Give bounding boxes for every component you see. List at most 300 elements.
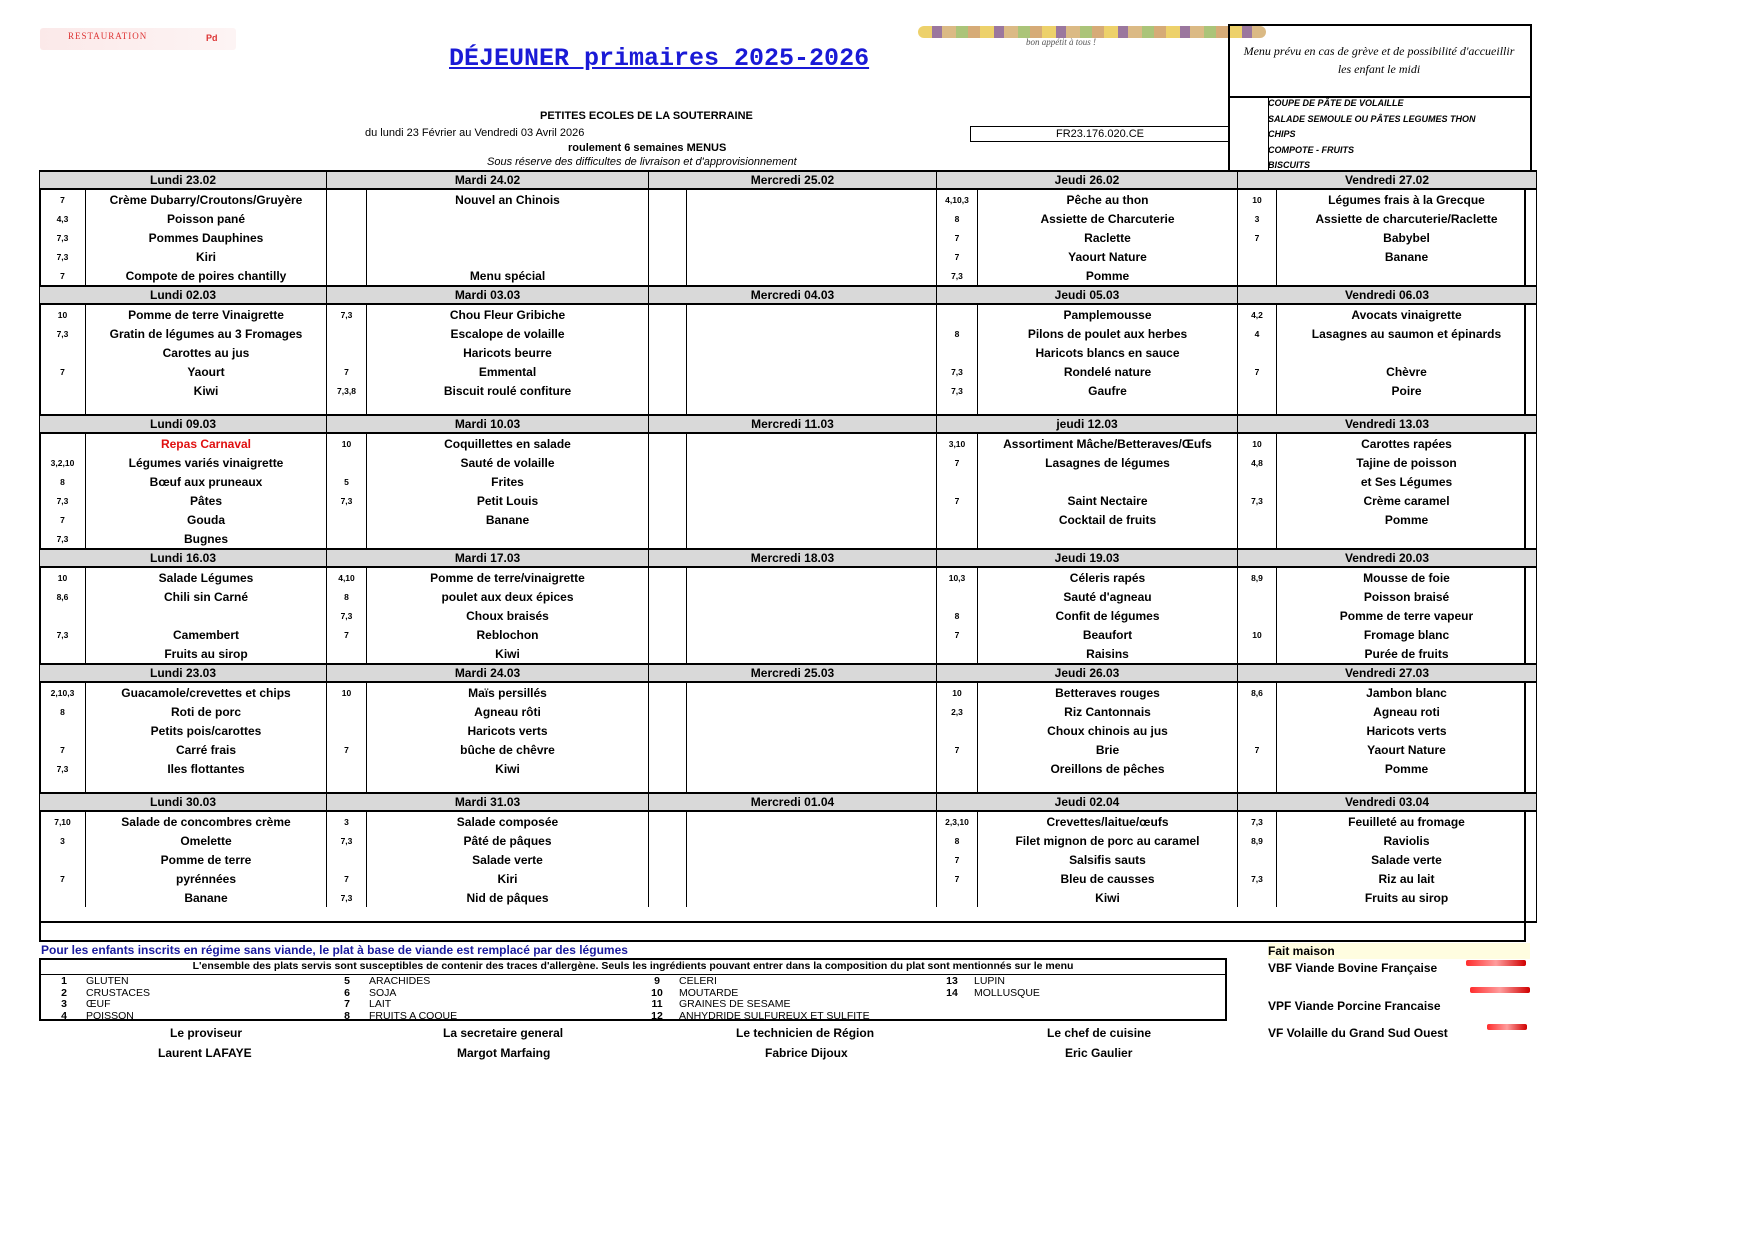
week-header-row <box>40 286 1537 304</box>
dish-name <box>367 400 649 415</box>
dish-name <box>687 529 937 549</box>
allergen-code <box>327 529 367 549</box>
allergen-code: 7,3 <box>40 529 86 549</box>
menu-row <box>40 625 1537 644</box>
menu-row <box>40 778 1537 793</box>
page-title: DÉJEUNER primaires 2025-2026 <box>449 44 870 73</box>
dish-name: Iles flottantes <box>86 759 327 778</box>
allergen-label: MOUTARDE <box>679 986 739 999</box>
menu-period: du lundi 23 Février au Vendredi 03 Avril 2026 <box>365 127 585 139</box>
dish-name: Salade verte <box>1277 850 1537 869</box>
menu-row <box>40 740 1537 759</box>
allergen-code <box>649 740 687 759</box>
dish-name: Légumes variés vinaigrette <box>86 453 327 472</box>
dish-name: Chili sin Carné <box>86 587 327 606</box>
allergen-code: 8 <box>327 587 367 606</box>
allergen-code <box>1238 778 1277 793</box>
dish-name: Salade de concombres crème <box>86 811 327 831</box>
menu-row <box>40 888 1537 907</box>
allergen-code <box>649 606 687 625</box>
dish-name <box>687 343 937 362</box>
day-header: Lundi 09.03 <box>40 415 327 433</box>
empty-cell <box>1238 907 1277 922</box>
dish-name: Reblochon <box>367 625 649 644</box>
day-header: Vendredi 03.04 <box>1238 793 1537 811</box>
dish-name: Frites <box>367 472 649 491</box>
dish-name: Haricots verts <box>367 721 649 740</box>
dish-name: Sauté d'agneau <box>978 587 1238 606</box>
dish-name <box>86 400 327 415</box>
allergen-code <box>327 400 367 415</box>
allergen-code: 4 <box>1238 324 1277 343</box>
dish-name <box>687 510 937 529</box>
dish-name: Fromage blanc <box>1277 625 1537 644</box>
allergen-code <box>649 778 687 793</box>
menu-row <box>40 682 1537 702</box>
dish-name: Salade verte <box>367 850 649 869</box>
dish-name: Salsifis sauts <box>978 850 1238 869</box>
dish-name: Babybel <box>1277 228 1537 247</box>
allergen-code <box>649 888 687 907</box>
dish-name <box>687 811 937 831</box>
dish-name <box>1277 343 1537 362</box>
menu-cycle: roulement 6 semaines MENUS <box>568 142 727 154</box>
day-header: Vendredi 13.03 <box>1238 415 1537 433</box>
dish-name <box>687 682 937 702</box>
food-banner-image <box>918 26 1266 48</box>
menu-row <box>40 491 1537 510</box>
allergen-code: 8 <box>40 702 86 721</box>
day-header: Mercredi 01.04 <box>649 793 937 811</box>
day-header: Mercredi 25.03 <box>649 664 937 682</box>
allergen-code: 3,2,10 <box>40 453 86 472</box>
allergen-code <box>649 472 687 491</box>
dish-name: Avocats vinaigrette <box>1277 304 1537 324</box>
allergen-code <box>649 850 687 869</box>
dish-name: Brie <box>978 740 1238 759</box>
dish-name: Kiwi <box>367 759 649 778</box>
dish-name: Pêche au thon <box>978 189 1238 209</box>
dish-name <box>687 189 937 209</box>
dish-name: Céleris rapés <box>978 567 1238 587</box>
allergen-code: 7 <box>937 869 978 888</box>
allergen-code <box>40 433 86 453</box>
allergen-code: 7 <box>1238 362 1277 381</box>
allergen-number: 1 <box>61 975 67 987</box>
allergen-code: 7 <box>327 869 367 888</box>
allergen-code <box>937 343 978 362</box>
dish-name: Oreillons de pêches <box>978 759 1238 778</box>
fait-maison-label: Fait maison <box>1268 943 1530 959</box>
allergen-code <box>649 362 687 381</box>
menu-row <box>40 869 1537 888</box>
allergen-code: 10 <box>327 682 367 702</box>
allergen-code <box>649 625 687 644</box>
allergen-code <box>40 888 86 907</box>
allergen-code <box>937 888 978 907</box>
allergen-code <box>649 702 687 721</box>
menu-row <box>40 702 1537 721</box>
allergen-code <box>327 759 367 778</box>
day-header: Vendredi 06.03 <box>1238 286 1537 304</box>
allergen-code: 7,3,8 <box>327 381 367 400</box>
allergen-code: 7,3 <box>40 228 86 247</box>
dish-name: Petits pois/carottes <box>86 721 327 740</box>
allergen-number: 11 <box>651 998 663 1010</box>
allergen-code <box>937 304 978 324</box>
allergen-code <box>1238 721 1277 740</box>
dish-name <box>978 778 1238 793</box>
allergen-code <box>649 247 687 266</box>
menu-row <box>40 228 1537 247</box>
table-end-row <box>40 907 1537 922</box>
allergen-code <box>649 721 687 740</box>
strike-menu-item: COMPOTE - FRUITS <box>1268 144 1354 155</box>
allergen-item <box>52 976 129 988</box>
allergen-note: L'ensemble des plats servis sont susceptibles de contenir des traces d'allergène. Seuls les ingrédients pouvant entrer dans la composition du plat sont mentionnés sur le menu <box>41 958 1225 975</box>
dish-name <box>1277 778 1537 793</box>
day-header: Vendredi 27.03 <box>1238 664 1537 682</box>
vbf-logo <box>1466 960 1526 966</box>
dish-name: Compote de poires chantilly <box>86 266 327 286</box>
dish-name: Maïs persillés <box>367 682 649 702</box>
allergen-code <box>1238 759 1277 778</box>
day-header: Mercredi 04.03 <box>649 286 937 304</box>
allergen-code: 10 <box>937 682 978 702</box>
allergen-code: 7,3 <box>1238 869 1277 888</box>
allergen-code <box>1238 266 1277 286</box>
day-header: Lundi 16.03 <box>40 549 327 567</box>
menu-row <box>40 644 1537 664</box>
allergen-item <box>52 999 111 1011</box>
allergen-item <box>940 988 1040 1000</box>
allergen-number: 3 <box>61 998 67 1010</box>
signature-role-proviseur: Le proviseur <box>170 1026 243 1040</box>
allergen-number: 2 <box>61 986 67 999</box>
allergen-code <box>649 433 687 453</box>
dish-name: Yaourt Nature <box>1277 740 1537 759</box>
dish-name <box>978 400 1238 415</box>
dish-name: Biscuit roulé confiture <box>367 381 649 400</box>
dish-name: Betteraves rouges <box>978 682 1238 702</box>
allergen-code: 8 <box>937 606 978 625</box>
dish-name <box>687 759 937 778</box>
dish-name: Feuilleté au fromage <box>1277 811 1537 831</box>
dish-name: Yaourt Nature <box>978 247 1238 266</box>
allergen-code <box>649 510 687 529</box>
day-header: Jeudi 05.03 <box>937 286 1238 304</box>
week-header-row <box>40 171 1537 189</box>
dish-name: Poire <box>1277 381 1537 400</box>
allergen-number: 12 <box>651 1009 663 1022</box>
allergen-code <box>40 644 86 664</box>
allergen-code: 7 <box>937 850 978 869</box>
allergen-number: 7 <box>344 998 350 1010</box>
signature-role-chef: Le chef de cuisine <box>1047 1026 1152 1040</box>
allergen-code <box>649 304 687 324</box>
allergen-code <box>40 778 86 793</box>
allergen-code <box>40 381 86 400</box>
menu-row <box>40 381 1537 400</box>
dish-name: Bœuf aux pruneaux <box>86 472 327 491</box>
week-header-row <box>40 664 1537 682</box>
day-header: Lundi 02.03 <box>40 286 327 304</box>
no-meat-note: Pour les enfants inscrits en régime sans viande, le plat à base de viande est remplacé par des légumes <box>41 943 628 957</box>
allergen-code <box>40 400 86 415</box>
dish-name: Pomme <box>1277 510 1537 529</box>
allergen-code: 7 <box>327 362 367 381</box>
empty-cell <box>367 907 649 922</box>
allergen-code <box>649 381 687 400</box>
dish-name <box>367 247 649 266</box>
dish-name: Sauté de volaille <box>367 453 649 472</box>
allergen-code: 8 <box>40 472 86 491</box>
dish-name <box>687 209 937 228</box>
day-header: Mardi 10.03 <box>327 415 649 433</box>
strike-menu-item: BISCUITS <box>1268 160 1311 170</box>
dish-name: Jambon blanc <box>1277 682 1537 702</box>
allergen-code <box>649 869 687 888</box>
dish-name: Mousse de foie <box>1277 567 1537 587</box>
allergen-code: 7 <box>937 625 978 644</box>
allergen-code <box>937 472 978 491</box>
dish-name: Bleu de causses <box>978 869 1238 888</box>
allergen-code: 7 <box>40 869 86 888</box>
menu-row <box>40 304 1537 324</box>
dish-name <box>687 433 937 453</box>
allergen-code <box>1238 510 1277 529</box>
menu-row <box>40 189 1537 209</box>
dish-name: Camembert <box>86 625 327 644</box>
day-header: Jeudi 19.03 <box>937 549 1238 567</box>
dish-name: Nid de pâques <box>367 888 649 907</box>
dish-name: Crème caramel <box>1277 491 1537 510</box>
allergen-code: 7 <box>40 510 86 529</box>
allergen-code <box>937 721 978 740</box>
allergen-code <box>327 721 367 740</box>
signature-name-secretaire: Margot Marfaing <box>457 1046 551 1060</box>
allergen-code <box>649 759 687 778</box>
allergen-label: LAIT <box>369 998 392 1010</box>
allergen-code: 10 <box>1238 625 1277 644</box>
allergen-code <box>649 343 687 362</box>
allergen-code <box>649 266 687 286</box>
dish-name: Nouvel an Chinois <box>367 189 649 209</box>
allergen-code <box>1238 529 1277 549</box>
menu-row <box>40 587 1537 606</box>
allergen-code: 7 <box>937 491 978 510</box>
dish-name: Lasagnes au saumon et épinards <box>1277 324 1537 343</box>
allergen-number: 14 <box>946 986 958 999</box>
dish-name <box>687 491 937 510</box>
signature-name-proviseur: Laurent LAFAYE <box>158 1046 252 1060</box>
allergen-code: 8,9 <box>1238 831 1277 850</box>
dish-name <box>86 778 327 793</box>
allergen-code: 10,3 <box>937 567 978 587</box>
dish-name: Filet mignon de porc au caramel <box>978 831 1238 850</box>
dish-name <box>978 472 1238 491</box>
dish-name: Raclette <box>978 228 1238 247</box>
allergen-code: 7,3 <box>40 247 86 266</box>
dish-name <box>687 400 937 415</box>
day-header: Vendredi 20.03 <box>1238 549 1537 567</box>
allergen-code: 7 <box>40 362 86 381</box>
dish-name: Rondelé nature <box>978 362 1238 381</box>
dish-name: Kiri <box>367 869 649 888</box>
dish-name: Chou Fleur Gribiche <box>367 304 649 324</box>
day-header: Mercredi 11.03 <box>649 415 937 433</box>
empty-cell <box>1277 907 1537 922</box>
allergen-code: 7,3 <box>327 606 367 625</box>
dish-name: Cocktail de fruits <box>978 510 1238 529</box>
allergen-code: 2,3 <box>937 702 978 721</box>
dish-name: Saint Nectaire <box>978 491 1238 510</box>
dish-name: Guacamole/crevettes et chips <box>86 682 327 702</box>
allergen-code <box>649 811 687 831</box>
menu-row <box>40 400 1537 415</box>
dish-name <box>978 529 1238 549</box>
dish-name <box>687 831 937 850</box>
allergen-code: 10 <box>40 304 86 324</box>
dish-name: Haricots blancs en sauce <box>978 343 1238 362</box>
allergen-label: CRUSTACES <box>86 986 150 999</box>
menu-row <box>40 510 1537 529</box>
dish-name: Légumes frais à la Grecque <box>1277 189 1537 209</box>
day-header: Mardi 24.03 <box>327 664 649 682</box>
allergen-code: 10 <box>1238 433 1277 453</box>
allergen-code: 7,3 <box>327 304 367 324</box>
week-header-row <box>40 793 1537 811</box>
allergen-code: 8,6 <box>1238 682 1277 702</box>
allergen-code <box>327 266 367 286</box>
allergen-item <box>335 1011 457 1023</box>
allergen-code: 7 <box>327 625 367 644</box>
allergen-code <box>649 831 687 850</box>
allergen-code <box>327 189 367 209</box>
dish-name: Pomme de terre <box>86 850 327 869</box>
empty-cell <box>86 907 327 922</box>
allergen-item <box>645 976 717 988</box>
allergen-label: GRAINES DE SESAME <box>679 998 791 1010</box>
allergen-code: 7,10 <box>40 811 86 831</box>
allergen-label: GLUTEN <box>86 975 129 987</box>
allergen-code <box>1238 400 1277 415</box>
allergen-code <box>1238 850 1277 869</box>
dish-name: Haricots verts <box>1277 721 1537 740</box>
menu-row <box>40 850 1537 869</box>
dish-name: Carottes rapées <box>1277 433 1537 453</box>
day-header: Jeudi 02.04 <box>937 793 1238 811</box>
dish-name: Assiette de Charcuterie <box>978 209 1238 228</box>
allergen-code: 5 <box>327 472 367 491</box>
dish-name <box>367 778 649 793</box>
allergen-code: 4,10,3 <box>937 189 978 209</box>
dish-name: poulet aux deux épices <box>367 587 649 606</box>
week-header-row <box>40 415 1537 433</box>
dish-name: Escalope de volaille <box>367 324 649 343</box>
allergen-item <box>645 1011 870 1023</box>
dish-name: bûche de chêvre <box>367 740 649 759</box>
allergen-code <box>937 644 978 664</box>
dish-name: Agneau roti <box>1277 702 1537 721</box>
day-header: Mardi 31.03 <box>327 793 649 811</box>
dish-name: Banane <box>367 510 649 529</box>
day-header: Vendredi 27.02 <box>1238 171 1537 189</box>
empty-cell <box>687 907 937 922</box>
allergen-code <box>327 247 367 266</box>
dish-name: Gratin de légumes au 3 Fromages <box>86 324 327 343</box>
menu-row <box>40 324 1537 343</box>
allergen-code: 7 <box>1238 228 1277 247</box>
origin-vf: VF Volaille du Grand Sud Ouest <box>1268 1026 1448 1040</box>
dish-name: Haricots beurre <box>367 343 649 362</box>
dish-name: Repas Carnaval <box>86 433 327 453</box>
dish-name: Banane <box>1277 247 1537 266</box>
allergen-code: 7,3 <box>40 491 86 510</box>
dish-name: Raviolis <box>1277 831 1537 850</box>
allergen-code: 7 <box>937 247 978 266</box>
dish-name <box>687 644 937 664</box>
allergen-code <box>649 189 687 209</box>
allergen-label: SOJA <box>369 986 397 999</box>
dish-name <box>687 721 937 740</box>
signature-name-technicien: Fabrice Dijoux <box>765 1046 848 1060</box>
allergen-label: ŒUF <box>86 998 111 1010</box>
allergen-code: 7,3 <box>327 888 367 907</box>
allergen-code <box>327 228 367 247</box>
allergen-code: 3,10 <box>937 433 978 453</box>
allergen-code: 7,3 <box>40 324 86 343</box>
allergen-code <box>649 209 687 228</box>
allergen-code <box>649 644 687 664</box>
dish-name <box>1277 400 1537 415</box>
allergen-label: MOLLUSQUE <box>974 986 1040 999</box>
allergen-code <box>1238 247 1277 266</box>
menu-row <box>40 343 1537 362</box>
allergen-code <box>649 453 687 472</box>
dish-name: et Ses Légumes <box>1277 472 1537 491</box>
allergen-code: 7,3 <box>40 625 86 644</box>
menu-row <box>40 453 1537 472</box>
allergen-code <box>937 529 978 549</box>
allergen-code <box>649 567 687 587</box>
allergen-item <box>335 999 391 1011</box>
allergen-label: LUPIN <box>974 975 1005 987</box>
allergen-code <box>1238 343 1277 362</box>
allergen-code: 7 <box>40 266 86 286</box>
allergen-code: 2,10,3 <box>40 682 86 702</box>
allergen-code <box>327 510 367 529</box>
dish-name <box>687 778 937 793</box>
allergen-code: 7,3 <box>937 381 978 400</box>
allergen-code <box>327 453 367 472</box>
dish-name: Salade Légumes <box>86 567 327 587</box>
allergen-code: 7,3 <box>40 759 86 778</box>
allergen-code: 3 <box>40 831 86 850</box>
allergen-code: 8 <box>937 209 978 228</box>
signature-role-secretaire: La secretaire general <box>443 1026 564 1040</box>
dish-name <box>687 472 937 491</box>
menu-row <box>40 247 1537 266</box>
allergen-code: 7,3 <box>1238 491 1277 510</box>
allergen-code <box>937 510 978 529</box>
dish-name: Crevettes/laitue/œufs <box>978 811 1238 831</box>
allergen-code <box>1238 472 1277 491</box>
allergen-code: 8,9 <box>1238 567 1277 587</box>
allergen-code <box>40 606 86 625</box>
dish-name: Pomme <box>978 266 1238 286</box>
dish-name: Pomme de terre/vinaigrette <box>367 567 649 587</box>
